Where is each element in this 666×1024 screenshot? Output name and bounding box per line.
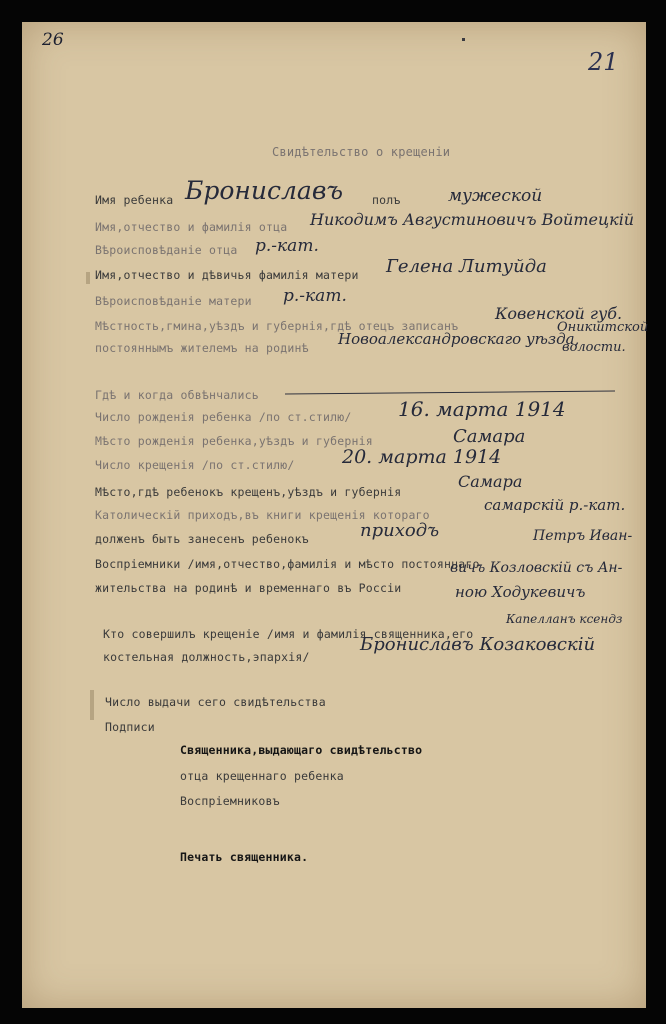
- hw-baptism-date: 20. марта 1914: [342, 446, 502, 468]
- hw-mother-name: Гелена Литуйда: [386, 256, 547, 277]
- hw-catholic-parish: самарскій р.-кат.: [484, 496, 626, 514]
- hw-godparents-b: вичъ Козловскій съ Ан-: [450, 560, 623, 576]
- label-where-when-married: Гдѣ и когда обвѣнчались: [95, 388, 259, 402]
- hw-birth-place: Самара: [453, 426, 526, 447]
- label-baptism-place: Мѣсто,гдѣ ребенокъ крещенъ,уѣздъ и губернія: [95, 485, 402, 499]
- label-child-name: Имя ребенка: [95, 193, 174, 207]
- label-seal: Печать священника.: [180, 850, 309, 864]
- label-mother-name: Имя,отчество и дѣвичья фамилія матери: [95, 268, 359, 282]
- hw-must-be-registered: приходъ: [360, 520, 440, 541]
- hw-sex: мужеской: [448, 186, 543, 206]
- label-signatures: Подписи: [105, 720, 155, 734]
- hw-child-name: Брониславъ: [185, 176, 344, 205]
- label-godparents: Воспріемники /имя,отчество,фамилія и мѣсто постояннаго: [95, 557, 480, 571]
- label-father-religion: Вѣроисповѣданіе отца: [95, 243, 238, 257]
- label-birth-date: Число рожденія ребенка /по ст.стилю/: [95, 410, 352, 424]
- label-priest-line1: Кто совершилъ крещеніе /имя и фамилія священника,его: [103, 627, 474, 641]
- hw-mother-religion: р.-кат.: [283, 286, 347, 306]
- binding-mark: [86, 272, 90, 284]
- page-number-right: 21: [588, 48, 619, 76]
- label-sig-father: отца крещеннаго ребенка: [180, 769, 344, 783]
- label-baptism-date: Число крещенія /по ст.стилю/: [95, 458, 295, 472]
- hw-father-religion: р.-кат.: [255, 236, 319, 256]
- hw-birth-date: 16. марта 1914: [398, 397, 566, 421]
- label-sex: полъ: [372, 193, 401, 207]
- label-locality: Мѣстность,гмина,уѣздъ и губернія,гдѣ отецъ записанъ: [95, 319, 459, 333]
- label-permanent-resident: постояннымъ жителемъ на родинѣ: [95, 341, 309, 355]
- label-must-be-registered: долженъ быть занесенъ ребенокъ: [95, 532, 309, 546]
- hw-permanent-resident-b: Оникштской: [557, 320, 649, 335]
- pencil-mark: [462, 38, 465, 41]
- label-birth-place: Мѣсто рожденія ребенка,уѣздъ и губернія: [95, 434, 373, 448]
- hw-father-name: Никодимъ Августиновичъ Войтецкій: [310, 210, 635, 229]
- page-title: Свидѣтельство о крещеніи: [272, 145, 451, 159]
- hw-permanent-resident-c: волости.: [562, 340, 626, 355]
- label-father-name: Имя,отчество и фамилія отца: [95, 220, 288, 234]
- hw-baptism-place: Самара: [458, 472, 523, 491]
- hw-godparents-a: Петръ Иван-: [533, 528, 633, 544]
- page-number-left: 26: [42, 30, 64, 50]
- label-sig-godparents: Воспріемниковъ: [180, 794, 280, 808]
- hw-locality: Ковенской губ.: [495, 304, 623, 323]
- hw-priest-a: Капелланъ ксендз: [506, 612, 623, 626]
- label-catholic-parish: Католическій приходъ,въ книги крещенія котораго: [95, 508, 430, 522]
- hw-priest-b: Брониславъ Козаковскій: [360, 634, 596, 655]
- binding-mark: [90, 690, 94, 720]
- label-mother-religion: Вѣроисповѣданіе матери: [95, 294, 252, 308]
- hw-permanent-resident-a: Новоалександровскаго уѣзда,: [338, 330, 580, 348]
- label-godparents-residence: жительства на родинѣ и временнаго въ Россіи: [95, 581, 402, 595]
- label-priest-line2: костельная должность,эпархія/: [103, 650, 310, 664]
- label-issue-date: Число выдачи сего свидѣтельства: [105, 695, 326, 709]
- label-sig-priest: Священника,выдающаго свидѣтельство: [180, 743, 423, 757]
- hw-godparents-c: ною Ходукевичъ: [455, 583, 586, 601]
